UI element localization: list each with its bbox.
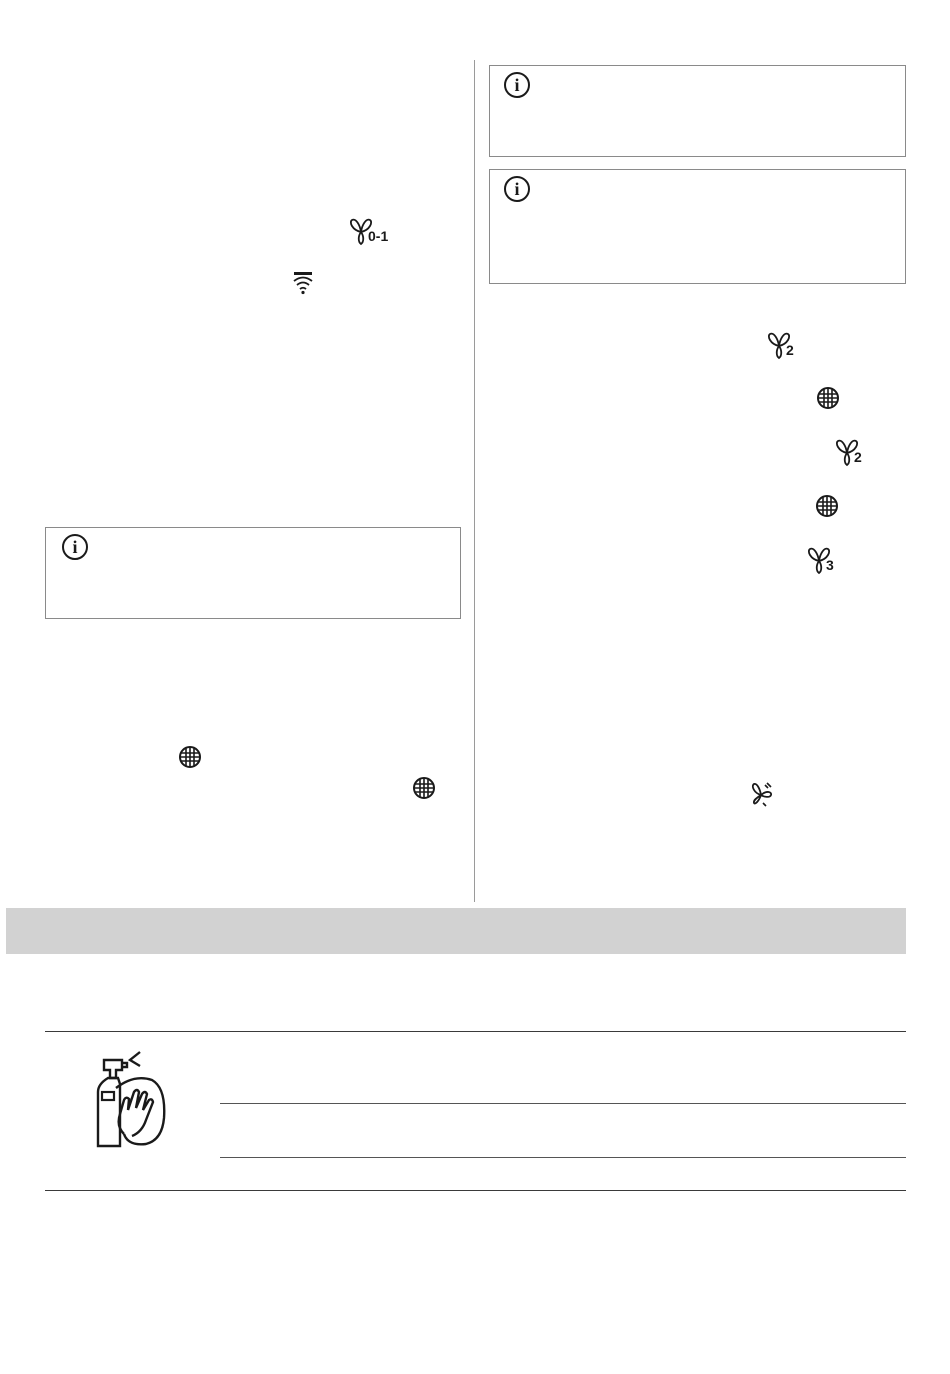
- fan-speed-subscript: 2: [854, 449, 862, 465]
- column-divider: [474, 60, 475, 902]
- fan-speed-subscript: 3: [826, 557, 834, 573]
- info-icon: i: [504, 72, 530, 98]
- table-row-rule: [220, 1157, 906, 1158]
- fan-speed-2-icon: [766, 330, 802, 360]
- grid-filter-icon: [815, 494, 839, 518]
- info-note-box: [45, 527, 461, 619]
- table-row-rule: [220, 1103, 906, 1104]
- table-top-rule: [45, 1031, 906, 1032]
- hob2hood-wireless-icon: [291, 270, 315, 296]
- fan-speed-subscript: 2: [786, 342, 794, 358]
- table-bottom-rule: [45, 1190, 906, 1191]
- info-icon: i: [62, 534, 88, 560]
- section-header-bar: [6, 908, 906, 954]
- spray-cleaning-icon: [94, 1048, 170, 1148]
- fan-speed-0-1-icon: [348, 216, 394, 246]
- grid-filter-icon: [412, 776, 436, 800]
- grid-filter-icon: [178, 745, 202, 769]
- info-note-box: [489, 169, 906, 284]
- fan-speed-3-icon: [806, 545, 842, 575]
- info-icon: i: [504, 176, 530, 202]
- fan-boost-icon: [748, 781, 774, 809]
- grid-filter-icon: [816, 386, 840, 410]
- info-note-box: [489, 65, 906, 157]
- fan-speed-2-icon: [834, 437, 870, 467]
- fan-speed-subscript: 0-1: [368, 228, 389, 244]
